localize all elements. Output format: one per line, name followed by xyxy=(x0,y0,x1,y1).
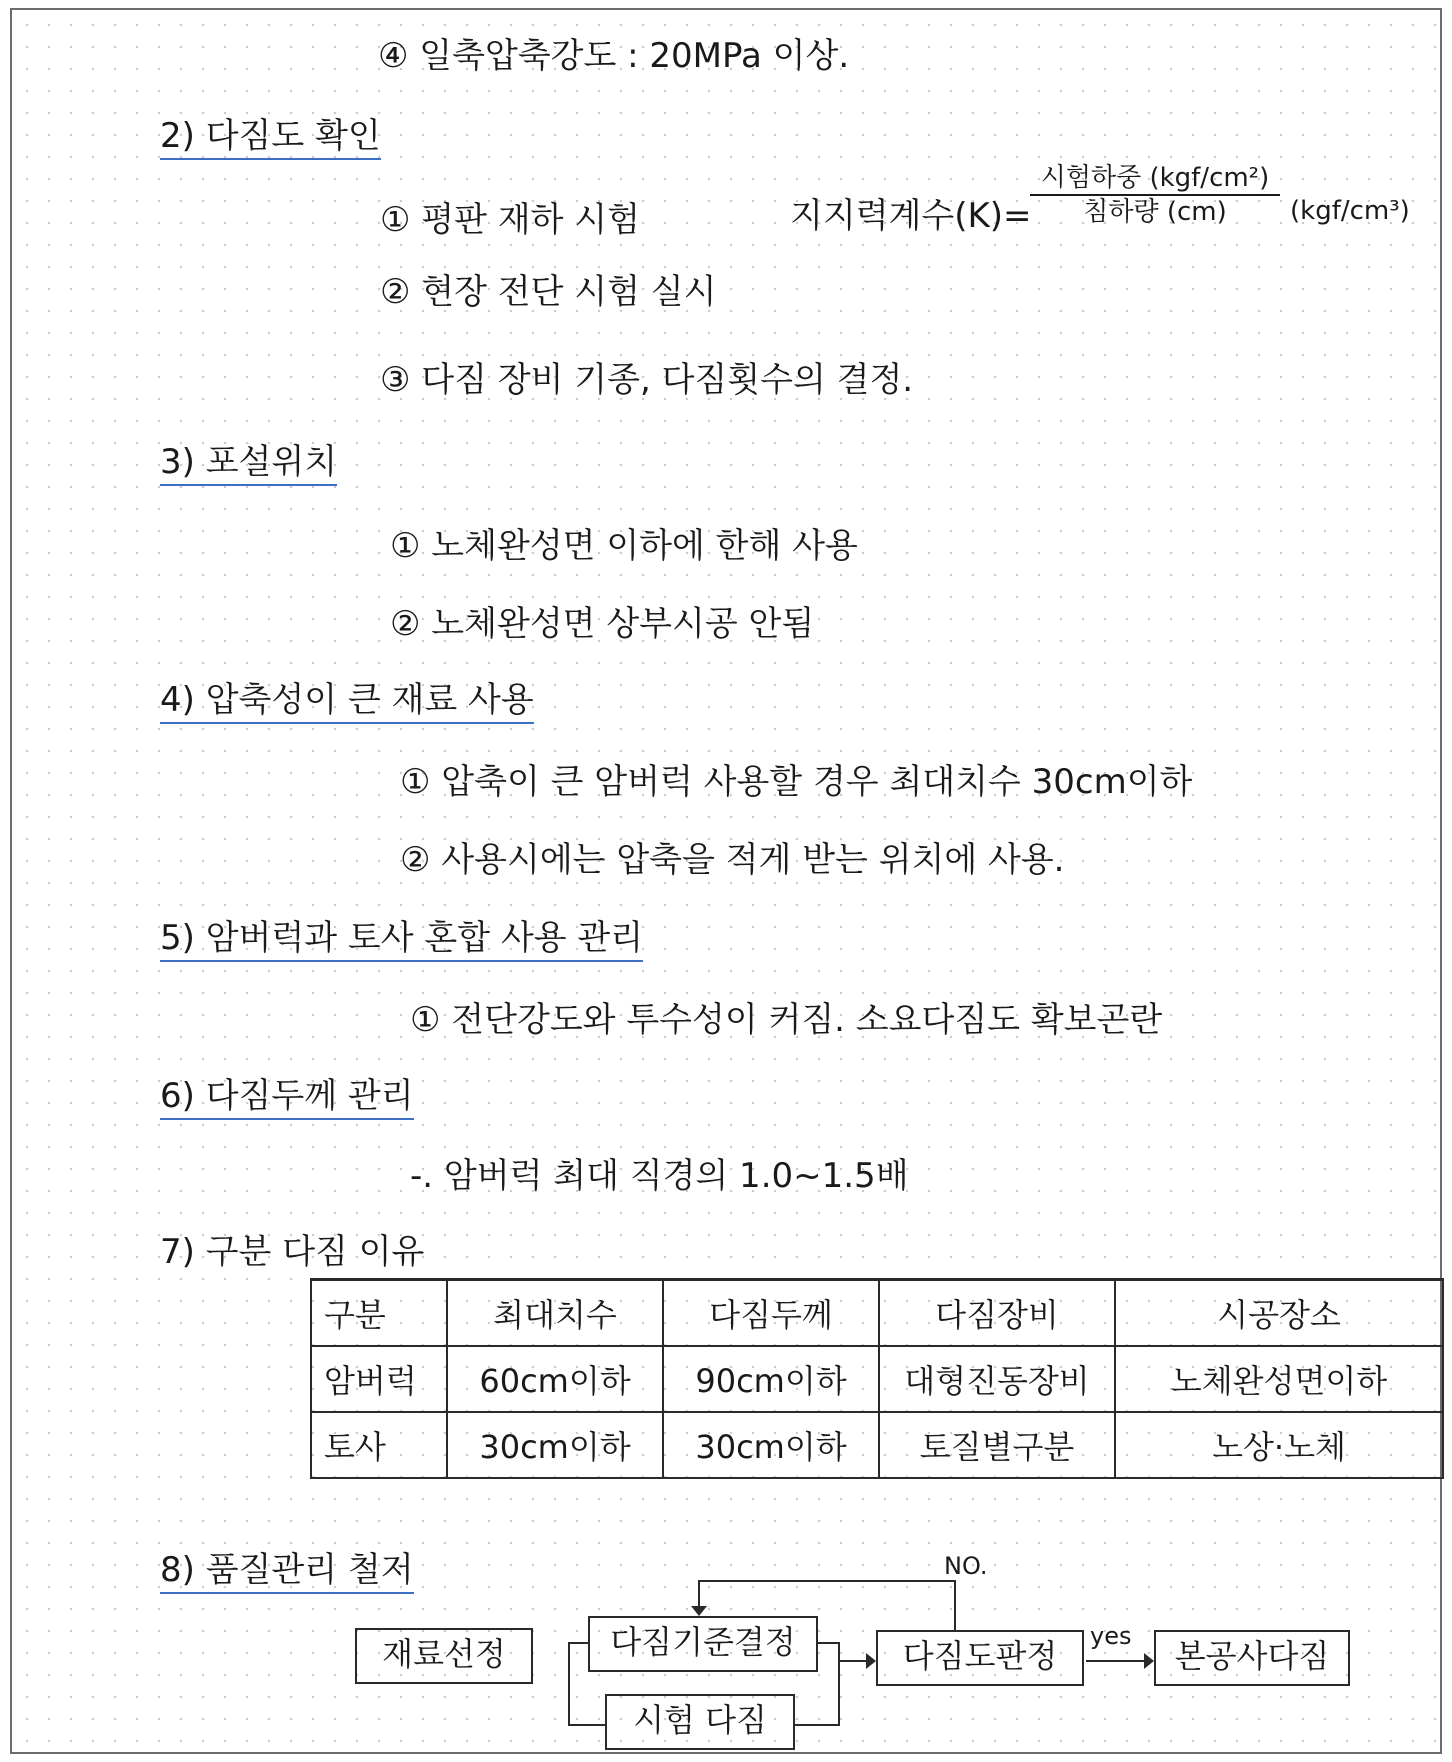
item-shear-permeability: ① 전단강도와 투수성이 커짐. 소요다짐도 확보곤란 xyxy=(410,1000,1163,1040)
item-no-upper-construction: ② 노체완성면 상부시공 안됨 xyxy=(390,604,815,644)
heading-separate-compaction: 7) 구분 다짐 이유 xyxy=(160,1232,425,1272)
heading-compaction-check-text: 2) 다짐도 확인 xyxy=(160,116,381,160)
compaction-comparison-table xyxy=(310,1278,1444,1479)
table-row xyxy=(311,1412,1443,1478)
table-cell: 토사 xyxy=(311,1412,447,1478)
flow-trial-compaction: 시험 다짐 xyxy=(605,1694,795,1750)
table-cell: 30cm이하 xyxy=(447,1412,663,1478)
item-low-compression-location: ② 사용시에는 압축을 적게 받는 위치에 사용. xyxy=(400,840,1065,880)
table-header-cell: 다짐장비 xyxy=(879,1280,1115,1347)
flow-merge-top xyxy=(818,1642,838,1644)
arrowhead-right-icon xyxy=(1144,1653,1154,1669)
table-header-cell: 최대치수 xyxy=(447,1280,663,1347)
table-cell: 노체완성면이하 xyxy=(1115,1346,1443,1412)
bearing-coefficient-fraction xyxy=(1030,162,1280,228)
table-header-cell: 구분 xyxy=(311,1280,447,1347)
table-header-row xyxy=(311,1280,1443,1347)
table-cell: 암버럭 xyxy=(311,1346,447,1412)
flow-arrow-to-main xyxy=(1086,1660,1146,1662)
bearing-coefficient-unit: (kgf/cm³) xyxy=(1290,196,1410,226)
heading-mixed-use-text: 5) 암버럭과 토사 혼합 사용 관리 xyxy=(160,918,643,962)
heading-mixed-use xyxy=(160,918,643,958)
flow-main-compaction: 본공사다짐 xyxy=(1154,1630,1350,1686)
item-diameter-ratio: -. 암버럭 최대 직경의 1.0~1.5배 xyxy=(410,1156,909,1196)
table-cell: 토질별구분 xyxy=(879,1412,1115,1478)
bearing-coefficient-label: 지지력계수(K)= xyxy=(790,196,1032,236)
item-field-shear-test: ② 현장 전단 시험 실시 xyxy=(380,272,717,312)
fraction-denominator: 침하량 (cm) xyxy=(1083,197,1227,227)
table-cell: 90cm이하 xyxy=(663,1346,879,1412)
heading-thickness-control xyxy=(160,1076,414,1116)
flow-compaction-judgement: 다짐도판정 xyxy=(876,1630,1084,1686)
flow-compaction-criteria: 다짐기준결정 xyxy=(588,1616,818,1672)
line-compressive-strength: ④ 일축압축강도 : 20MPa 이상. xyxy=(378,36,850,76)
flow-material-selection: 재료선정 xyxy=(355,1628,533,1684)
table-cell: 60cm이하 xyxy=(447,1346,663,1412)
flow-merge-bracket xyxy=(838,1642,840,1726)
table-header-cell: 다짐두께 xyxy=(663,1280,879,1347)
heading-quality-text: 8) 품질관리 철저 xyxy=(160,1550,414,1594)
table-cell: 30cm이하 xyxy=(663,1412,879,1478)
flow-split-top xyxy=(568,1642,588,1644)
table-cell: 노상·노체 xyxy=(1115,1412,1443,1478)
heading-placement-position xyxy=(160,442,337,482)
flow-merge-bottom xyxy=(795,1724,838,1726)
item-max-size-30cm: ① 압축이 큰 암버럭 사용할 경우 최대치수 30cm이하 xyxy=(400,762,1193,802)
heading-compressible-material xyxy=(160,680,534,720)
flow-split-bracket xyxy=(568,1642,570,1726)
notebook-page xyxy=(10,8,1442,1754)
table-header-cell: 시공장소 xyxy=(1115,1280,1443,1347)
flow-yes-label: yes xyxy=(1090,1622,1132,1650)
fraction-numerator: 시험하중 (kgf/cm²) xyxy=(1030,162,1280,196)
item-equipment-decision: ③ 다짐 장비 기종, 다짐횟수의 결정. xyxy=(380,360,914,400)
table-cell: 대형진동장비 xyxy=(879,1346,1115,1412)
item-below-subgrade: ① 노체완성면 이하에 한해 사용 xyxy=(390,526,858,566)
arrowhead-right-icon xyxy=(866,1653,876,1669)
heading-compressible-text: 4) 압축성이 큰 재료 사용 xyxy=(160,680,534,724)
flow-split-bottom xyxy=(568,1724,605,1726)
heading-compaction-check xyxy=(160,116,381,156)
heading-thickness-text: 6) 다짐두께 관리 xyxy=(160,1076,414,1120)
flow-no-loop-up xyxy=(954,1580,956,1630)
heading-quality-control xyxy=(160,1550,414,1590)
table-row xyxy=(311,1346,1443,1412)
item-plate-load-test: ① 평판 재하 시험 xyxy=(380,200,640,240)
heading-placement-text: 3) 포설위치 xyxy=(160,442,337,486)
flow-no-label: NO. xyxy=(944,1552,988,1580)
flow-no-loop-top xyxy=(698,1580,956,1582)
arrowhead-down-icon xyxy=(691,1606,707,1616)
